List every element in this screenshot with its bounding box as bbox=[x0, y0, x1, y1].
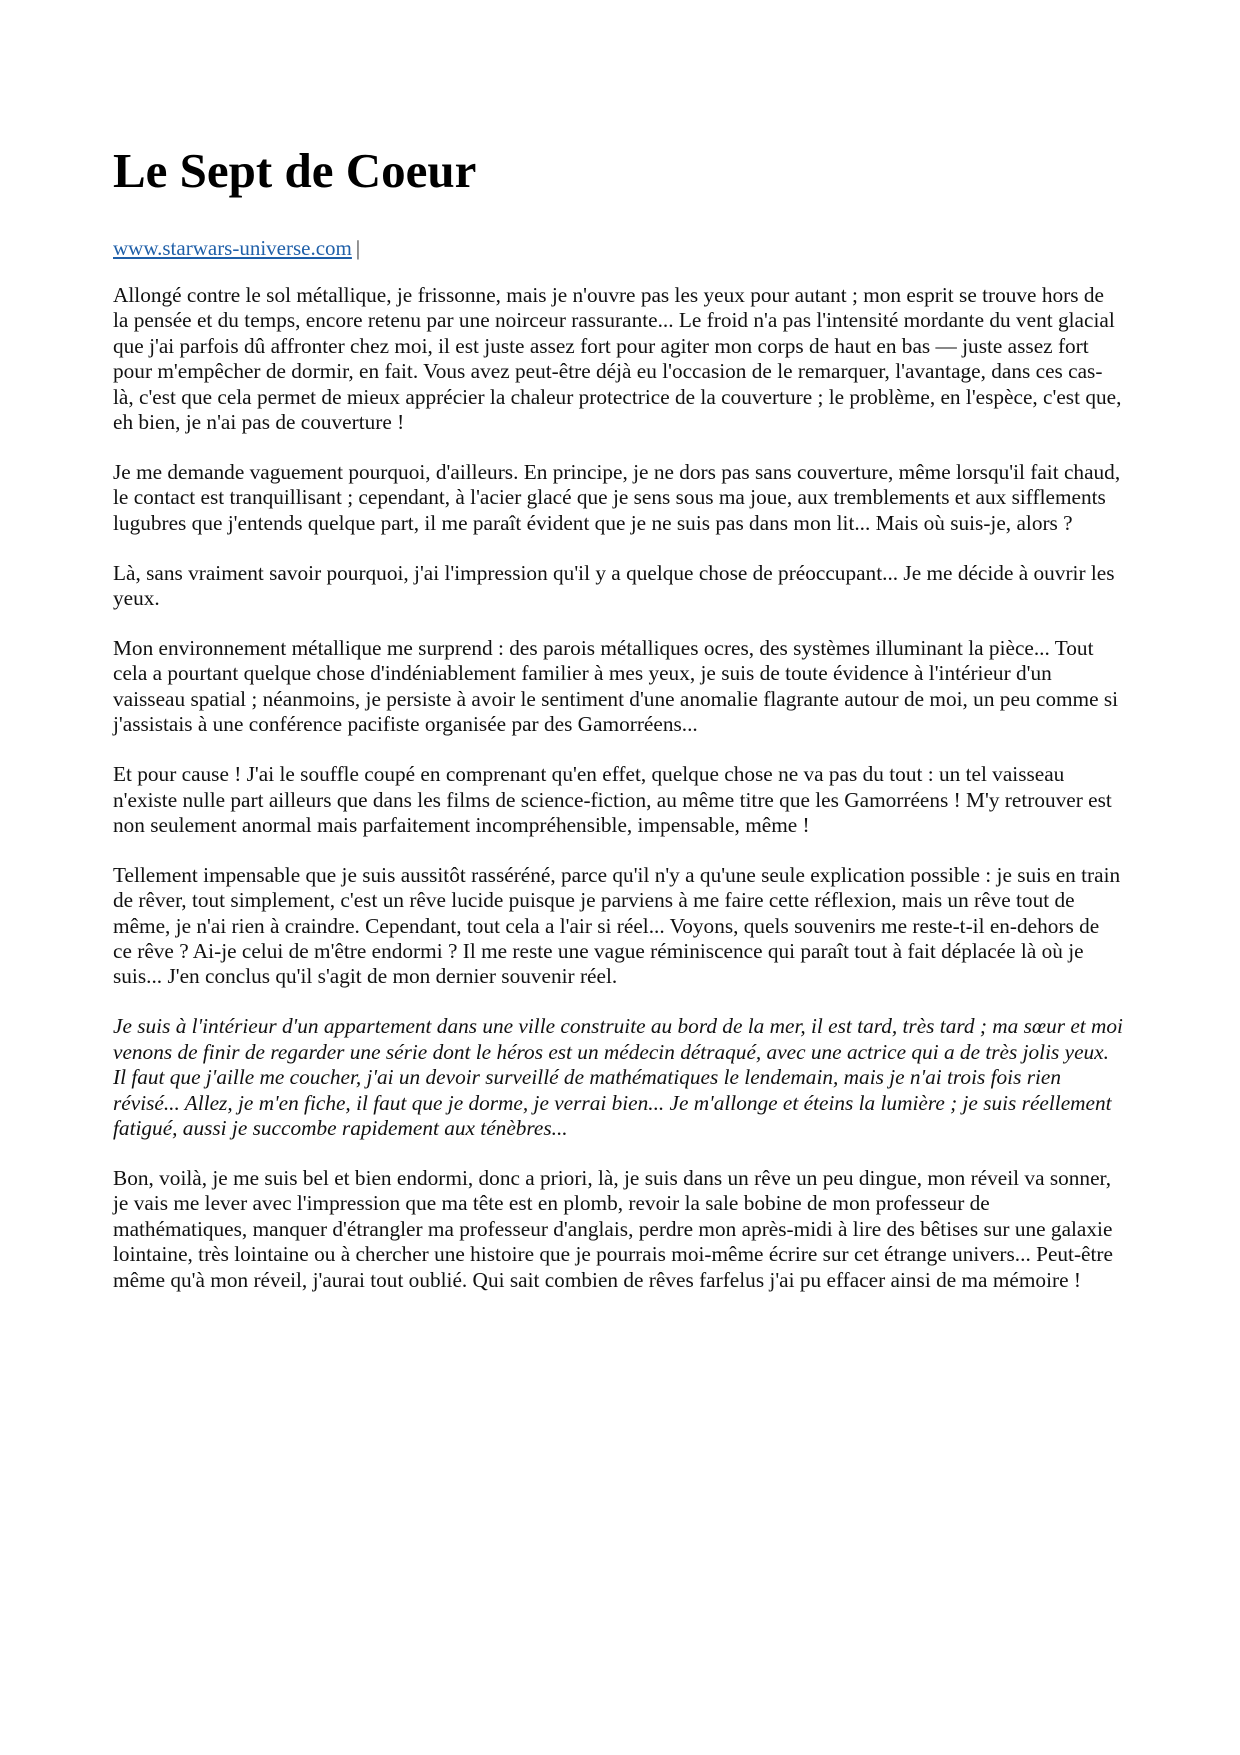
document-page bbox=[113, 143, 1123, 1317]
paragraph-5: Et pour cause ! J'ai le souffle coupé en comprenant qu'en effet, quelque chose ne va pas du tout : un tel vaisseau n'existe nulle part ailleurs que dans les films de science-fiction, au même titre que les Gamorréens ! M'y retrouver est non seulement anormal mais parfaitement incompréhensible, impensable, même ! bbox=[113, 762, 1112, 837]
page-title: Le Sept de Coeur bbox=[113, 143, 477, 198]
paragraph-6: Tellement impensable que je suis aussitôt rasséréné, parce qu'il n'y a qu'une seule explication possible : je suis en train de rêver, tout simplement, c'est un rêve lucide puisque je parviens à me faire cette réflexion, mais un rêve tout de même, je n'ai rien à craindre. Cependant, tout cela a l'air si réel... Voyons, quels souvenirs me reste-t-il en-dehors de ce rêve ? Ai-je celui de m'être endormi ? Il me reste une vague réminiscence qui paraît tout à fait déplacée là où je suis... J'en conclus qu'il s'agit de mon dernier souvenir réel. bbox=[113, 862, 1121, 989]
paragraph-4: Mon environnement métallique me surprend : des parois métalliques ocres, des systèmes illuminant la pièce... Tout cela a pourtant quelque chose d'indéniablement familier à mes yeux, je suis de toute évidence à l'intérieur d'un vaisseau spatial ; néanmoins, je persiste à avoir le sentiment d'une anomalie flagrante autour de moi, un peu comme si j'assistais à une conférence pacifiste organisée par des Gamorréens... bbox=[113, 635, 1119, 737]
source-separator: | bbox=[355, 236, 361, 260]
story-body bbox=[113, 283, 1123, 1293]
paragraph-1: Allongé contre le sol métallique, je frissonne, mais je n'ouvre pas les yeux pour autant ; mon esprit se trouve hors de la pensée et du temps, encore retenu par une noirceur rassurante... Le froid n'a pas l'intensité mordante du vent glacial que j'ai parfois dû affronter chez moi, il est juste assez fort pour agiter mon corps de haut en bas — juste assez fort pour m'empêcher de dormir, en fait. Vous avez peut-être déjà eu l'occasion de le remarquer, l'avantage, dans ces cas-là, c'est que cela permet de mieux apprécier la chaleur protectrice de la couverture ; le problème, en l'espèce, c'est que, eh bien, je n'ai pas de couverture ! bbox=[113, 283, 1122, 435]
paragraph-2: Je me demande vaguement pourquoi, d'ailleurs. En principe, je ne dors pas sans couverture, même lorsqu'il fait chaud, le contact est tranquillisant ; cependant, à l'acier glacé que je sens sous ma joue, aux tremblements et aux sifflements lugubres que j'entends quelque part, il me paraît évident que je ne suis pas dans mon lit... Mais où suis-je, alors ? bbox=[113, 459, 1121, 535]
paragraph-3: Là, sans vraiment savoir pourquoi, j'ai l'impression qu'il y a quelque chose de préoccupant... Je me décide à ouvrir les yeux. bbox=[113, 560, 1115, 611]
paragraph-7-memory-italic: Je suis à l'intérieur d'un appartement dans une ville construite au bord de la mer, il est tard, très tard ; ma sœur et moi venons de finir de regarder une série dont le héros est un médecin détraqué, avec une actrice qui a de très jolis yeux. Il faut que j'aille me coucher, j'ai un devoir surveillé de mathématiques le lendemain, mais je n'ai trois fois rien révisé... Allez, je m'en fiche, il faut que je dorme, je verrai bien... Je m'allonge et éteins la lumière ; je suis réellement fatigué, aussi je succombe rapidement aux ténèbres... bbox=[113, 1014, 1123, 1140]
source-link[interactable]: www.starwars-universe.com bbox=[113, 236, 352, 260]
source-line bbox=[113, 235, 1123, 261]
paragraph-8: Bon, voilà, je me suis bel et bien endormi, donc a priori, là, je suis dans un rêve un peu dingue, mon réveil va sonner, je vais me lever avec l'impression que ma tête est en plomb, revoir la sale bobine de mon professeur de mathématiques, manquer d'étrangler ma professeur d'anglais, perdre mon après-midi à lire des bêtises sur une galaxie lointaine, très lointaine ou à chercher une histoire que je pourrais moi-même écrire sur cet étrange univers... Peut-être même qu'à mon réveil, j'aurai tout oublié. Qui sait combien de rêves farfelus j'ai pu effacer ainsi de ma mémoire ! bbox=[113, 1165, 1113, 1292]
